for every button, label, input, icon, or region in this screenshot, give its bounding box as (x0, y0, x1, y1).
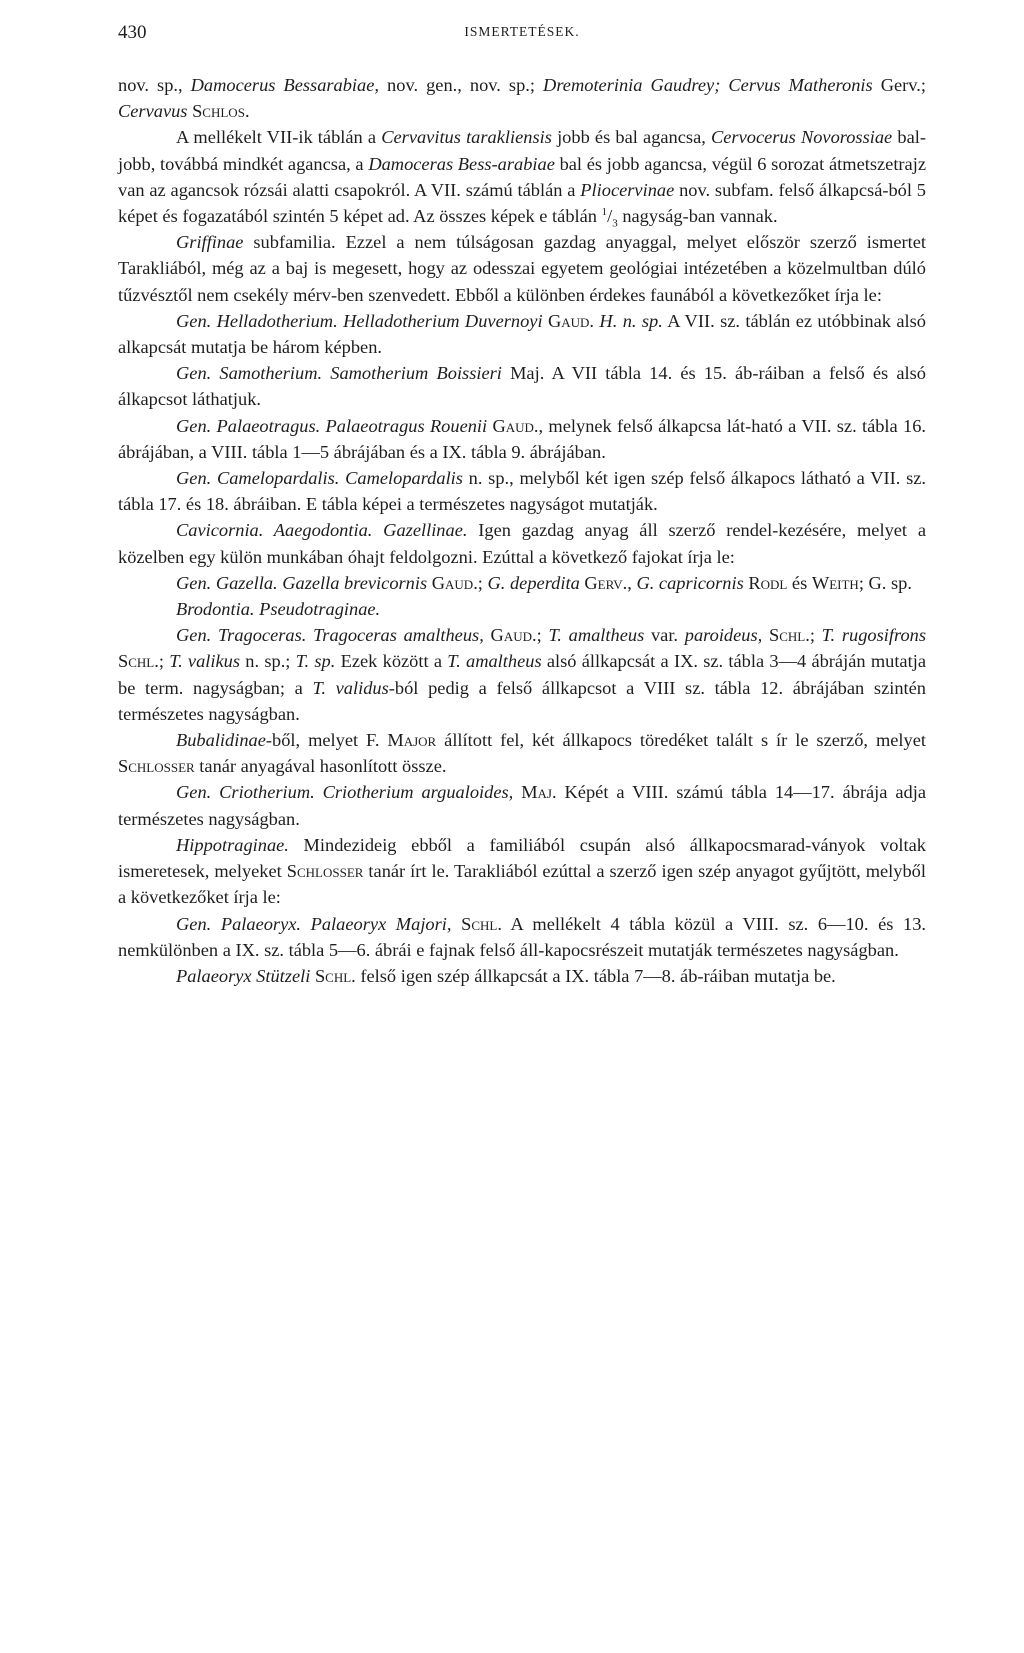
text-run: .; (154, 651, 170, 672)
text-run: T. amaltheus (447, 651, 542, 672)
paragraph (118, 517, 926, 569)
text-run: -ból pedig a felső állkapcsot a VIII sz. tábla 12. ábrájában szintén természetes nagyságban. (118, 677, 926, 724)
text-run: Weith (811, 572, 859, 593)
text-run: 1 (601, 205, 608, 218)
text-run: nov. subfam. felső álkapcsá-ból 5 képet és fogazatából szintén 5 képet ad. Az összes képek e táblán (118, 179, 926, 227)
text-run: Igen gazdag anyag áll szerző rendel-kezésére, melyet a közelben egy külön munkában óhajt feldolgozni. Ezúttal a következő fajokat írja le: (118, 520, 926, 567)
paragraph (118, 308, 926, 360)
text-run: tanár írt le. Tarakliából ezúttal a szerző igen szép anyagot gyűjtött, melyből a következőket írja le: (118, 861, 926, 908)
text-run: jobb és bal agancsa, (551, 127, 711, 148)
text-run: Gaud (547, 310, 590, 331)
text-run: nov. gen., nov. sp.; (379, 75, 544, 95)
text-run: Bubalidinae (176, 730, 266, 751)
text-run: Maj (521, 782, 552, 803)
paragraph (118, 413, 926, 465)
page-header (118, 22, 926, 72)
text-run (762, 625, 769, 645)
text-run: . (244, 101, 250, 122)
text-run: nov. sp., (118, 75, 191, 95)
text-run: G. capricornis (636, 572, 744, 593)
text-run: . (589, 310, 600, 331)
text-run: . A mellékelt 4 tábla közül a VIII. sz. 6—10. és 13. nemkülönben a IX. sz. tábla 5—6. ábrái e fajnak felső áll-kapocsrészeit mutatják természetes nagyságban. (118, 913, 926, 960)
text-run: Cervus Matheronis (728, 75, 873, 95)
text-run: Gaud (490, 625, 532, 646)
paragraph (118, 124, 926, 229)
text-run: Damocerus Bessarabiae, (190, 75, 379, 95)
text-run: . felső igen szép állkapcsát a IX. tábla 7—8. áb-ráiban mutatja be. (351, 965, 836, 986)
text-run: és (787, 572, 812, 593)
text-run: T. amaltheus (548, 625, 645, 646)
text-run: Maj. A VII tábla 14. és 15. áb-ráiban a felső és alsó álkapcsot láthatjuk. (118, 363, 926, 410)
text-run: ., melynek felső álkapcsa lát-ható a VII. sz. tábla 16. ábrájában, a VIII. tábla 1—5 ábrájában és a IX. tábla 9. ábrájában. (118, 415, 926, 462)
paragraph (118, 360, 926, 412)
text-run: Cervavitus tarakliensis (381, 127, 552, 148)
paragraph (118, 622, 926, 727)
page-number: 430 (118, 22, 147, 43)
text-run (484, 625, 491, 645)
text-run: H. n. sp. (599, 310, 663, 331)
paragraph (118, 229, 926, 308)
text-run: Gen. Samotherium. Samotherium Boissieri (176, 363, 502, 384)
text-run: A mellékelt VII-ik táblán a (176, 127, 382, 148)
paragraph (118, 72, 926, 124)
paragraph (118, 727, 926, 779)
text-run: var. (644, 625, 685, 646)
text-run: .; (805, 625, 822, 646)
text-run: Palaeoryx Stützeli (176, 965, 311, 986)
text-run: Cavicornia. Aaegodontia. Gazellinae. (176, 520, 468, 541)
body-text (118, 72, 926, 989)
text-run: A VII. sz. táblán ez utóbbinak alsó alkapcsát mutatja be három képben. (118, 310, 926, 358)
text-run: Schl (118, 651, 155, 672)
text-run: tanár anyagával hasonlított össze. (194, 756, 447, 777)
text-run: Rodl (748, 572, 788, 593)
text-run: Gen. Camelopardalis. Camelopardalis (176, 468, 463, 489)
text-run: alsó állkapcsát a IX. sz. tábla 3—4 ábráján mutatja be term. nagyságban; a (118, 651, 926, 698)
text-run: Pliocervinae (580, 179, 675, 200)
text-run: / (607, 206, 613, 227)
text-run: Brodontia. Pseudotraginae. (176, 599, 381, 620)
text-run: n. sp., melyből két igen szép felső álkapocs látható a VII. sz. tábla 17. és 18. ábráiban. E tábla képei a természetes nagyságot mutatják. (118, 468, 926, 515)
text-run: Cervocerus Novorossiae (711, 127, 893, 148)
text-run: n. sp.; (240, 651, 296, 672)
text-run: bal-jobb, továbbá mindkét agancsa, a (118, 127, 926, 174)
text-run: Schlos (192, 101, 245, 122)
text-run: Dremoterinia Gaudrey; (543, 75, 721, 95)
text-run: Schl (461, 913, 498, 934)
paragraph (118, 911, 926, 963)
text-run: subfamilia. Ezzel a nem túlságosan gazdag anyaggal, melyet először szerző ismertet Tarakliából, még az a baj is megesett, hogy az odesszai egyetem geológiai intézetében a közelmultban dúló tűzvésztől nem csekély mérv-ben szenvedett. Ebből a különben érdekes faunából a következőket írja le: (118, 232, 926, 305)
text-run: T. sp. (295, 651, 336, 672)
text-run: . Képét a VIII. számú tábla 14—17. ábrája adja természetes nagyságban. (118, 782, 926, 829)
text-run: 3 (612, 217, 618, 230)
text-run: T. valikus (169, 651, 241, 672)
text-run: nagyság-ban vannak. (617, 206, 778, 227)
text-run: ; G. sp. (858, 572, 912, 593)
text-run: G. deperdita (487, 572, 580, 593)
text-run: Ezek között a (335, 651, 448, 672)
text-run: Gerv.; (872, 75, 926, 95)
text-run: -ből, melyet F. (265, 730, 388, 751)
text-run: Gaud (431, 572, 474, 593)
paragraph (118, 832, 926, 911)
running-title: ISMERTETÉSEK. (464, 24, 580, 39)
text-run: Hippotraginae. (176, 834, 289, 855)
text-run: .; (532, 625, 549, 646)
text-run: Gaud (492, 415, 534, 436)
paragraph (118, 465, 926, 517)
text-run: Schl (768, 625, 806, 646)
text-run: Gen. Palaeoryx. Palaeoryx Majori, (176, 913, 452, 934)
paragraph (118, 963, 926, 989)
paragraph (118, 570, 926, 596)
text-run: paroideus, (684, 625, 763, 646)
text-run: Cervavus (118, 101, 188, 122)
text-run (452, 914, 462, 934)
text-run: Gen. Criotherium. Criotherium argualoides, (176, 782, 514, 803)
text-run: Gen. Helladotherium. Helladotherium Duvernoyi (176, 310, 543, 331)
text-run: ., (622, 572, 637, 593)
text-run: állított fel, két állkapocs töredéket talált s ír le szerző, melyet (436, 730, 926, 751)
text-run: Gen. Tragoceras. Tragoceras amaltheus, (176, 625, 484, 646)
text-run: bal és jobb agancsa, végül 6 sorozat átmetszetrajz van az agancsok rózsái alatti csapokról. A VII. számú táblán a (118, 153, 926, 200)
paragraph (118, 596, 926, 622)
text-run: Gerv (584, 572, 623, 593)
text-run: T. validus (312, 677, 389, 698)
text-run: Mindezideig ebből a familiából csupán alsó állkapocsmarad-ványok voltak ismeretesek, melyeket (118, 834, 926, 882)
text-run: Schl (314, 965, 352, 986)
text-run: .; (473, 572, 488, 593)
text-run: T. rugosifrons (821, 625, 926, 646)
text-run (513, 782, 521, 802)
paragraph (118, 779, 926, 831)
text-run: Gen. Palaeotragus. Palaeotragus Rouenii (176, 415, 488, 436)
text-run: Major (387, 730, 437, 751)
text-run: Griffinae (176, 232, 244, 253)
text-run: Schlosser (118, 756, 195, 777)
text-run: Schlosser (286, 861, 364, 882)
text-run: Gen. Gazella. Gazella brevicornis (176, 572, 428, 593)
text-run: Damoceras Bess-arabiae (368, 153, 555, 174)
